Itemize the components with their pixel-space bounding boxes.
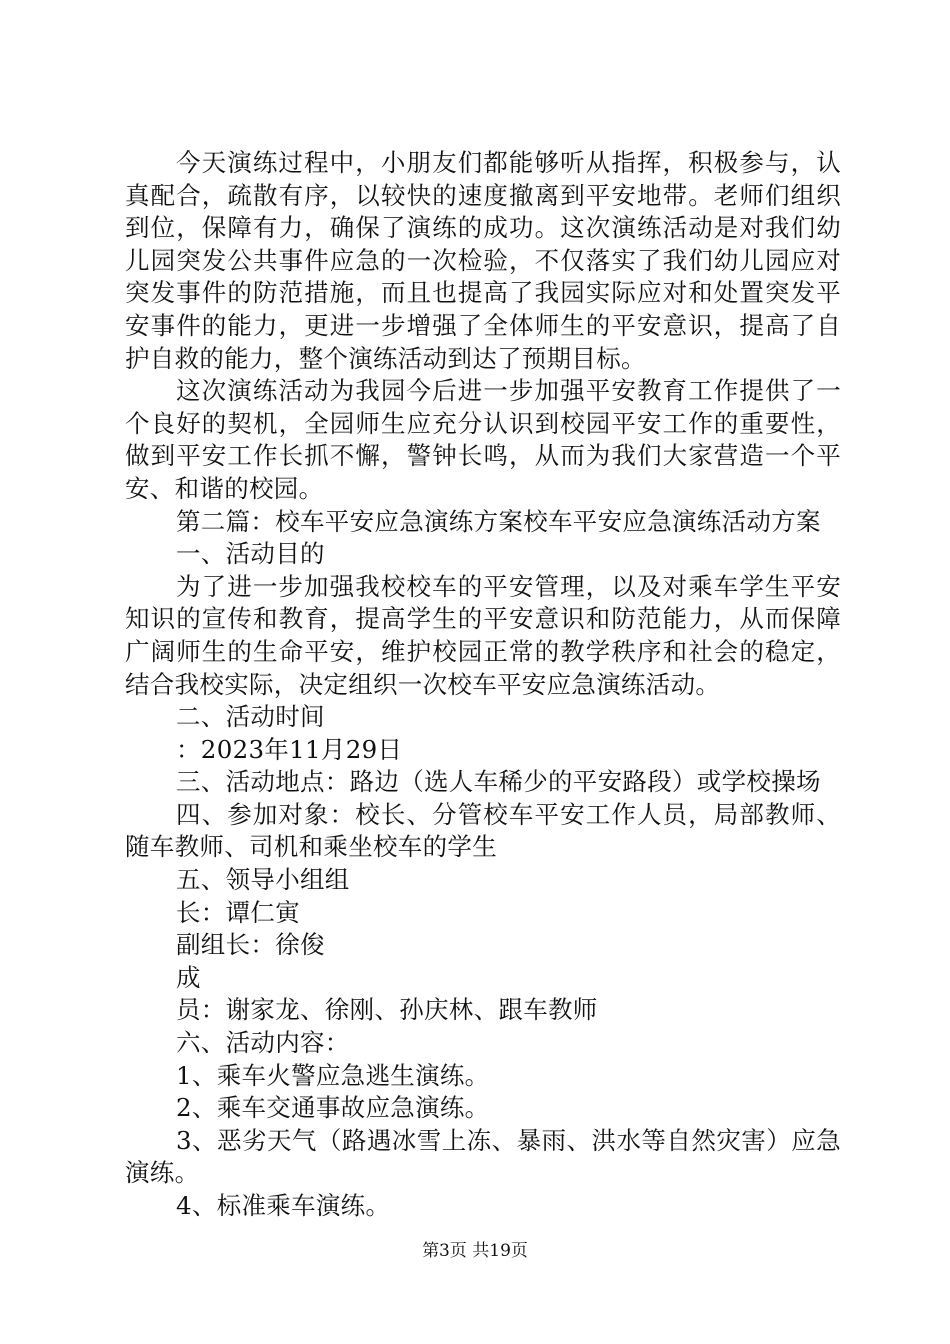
list-item-bad-weather-drill: 3、恶劣天气（路遇冰雪上冻、暴雨、洪水等自然灾害）应急演练。 (125, 1125, 841, 1188)
list-item-standard-riding-drill: 4、标准乘车演练。 (176, 1191, 391, 1220)
paragraph-drill-summary: 今天演练过程中，小朋友们都能够听从指挥，积极参与，认真配合，疏散有序，以较快的速度撤离到平安地带。老师们组织到位，保障有力，确保了演练的成功。这次演练活动是对我们幼儿园突发公共事件应急的一次检验，不仅落实了我们幼儿园应对突发事件的防范措施，而且也提高了我园实际应对和处置突发平安事件的能力，更进一步增强了全体师生的平安意识，提高了自护自救的能力，整个演练活动到达了预期目标。 (125, 148, 841, 373)
page-footer: 第3页 共19页 (422, 1241, 528, 1261)
paragraph-activity-purpose: 为了进一步加强我校校车的平安管理，以及对乘车学生平安知识的宣传和教育，提高学生的平安意识和防范能力，从而保障广阔师生的生命平安，维护校园正常的教学秩序和社会的稳定，结合我校实际，决定组织一次校车平安应急演练活动。 (125, 571, 841, 699)
list-item-traffic-accident-drill: 2、乘车交通事故应急演练。 (176, 1093, 490, 1123)
document-body (125, 147, 841, 1223)
members-list: 员：谢家龙、徐刚、孙庆林、跟车教师 (176, 995, 598, 1025)
paragraph-drill-significance: 这次演练活动为我园今后进一步加强平安教育工作提供了一个良好的契机，全园师生应充分认识到校园平安工作的重要性，做到平安工作长抓不懈，警钟长鸣，从而为我们大家营造一个平安、和谐的校园。 (125, 376, 841, 503)
group-leader: 长：谭仁寅 (176, 897, 300, 927)
heading-activity-purpose: 一、活动目的 (176, 539, 325, 569)
heading-activity-time: 二、活动时间 (176, 702, 325, 732)
heading-activity-content: 六、活动内容： (176, 1028, 350, 1058)
deputy-group-leader: 副组长：徐俊 (176, 930, 325, 960)
list-item-fire-drill: 1、乘车火警应急逃生演练。 (176, 1060, 490, 1090)
activity-date: ：2023年11月29日 (176, 734, 403, 764)
activity-location: 三、活动地点：路边（选人车稀少的平安路段）或学校操场 (176, 767, 821, 797)
participants: 四、参加对象：校长、分管校车平安工作人员，局部教师、随车教师、司机和乘坐校车的学生 (125, 799, 841, 862)
members-label: 成 (176, 962, 201, 992)
section-title-second-article: 第二篇：校车平安应急演练方案校车平安应急演练活动方案 (176, 506, 821, 536)
heading-leadership-group: 五、领导小组组 (176, 865, 350, 895)
